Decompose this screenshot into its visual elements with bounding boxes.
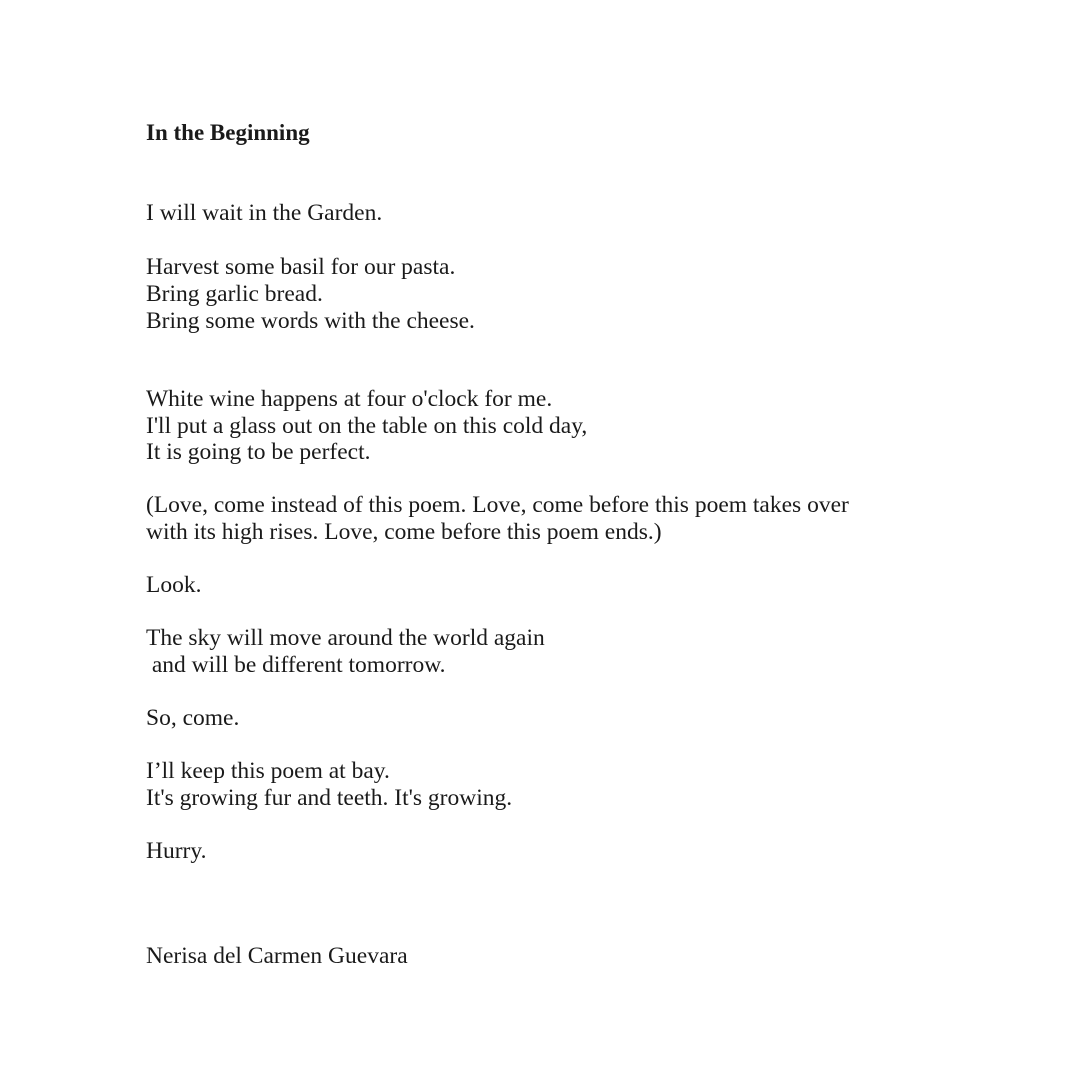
poem-line: Bring garlic bread. (146, 281, 323, 307)
poem-author: Nerisa del Carmen Guevara (146, 943, 408, 969)
poem-line: White wine happens at four o'clock for me. (146, 386, 553, 412)
poem-line: Look. (146, 572, 202, 598)
poem-line: (Love, come instead of this poem. Love, come before this poem takes over (146, 492, 849, 518)
poem-line: Hurry. (146, 838, 207, 864)
poem-line: I'll put a glass out on the table on this cold day, (146, 413, 588, 439)
poem-line: It's growing fur and teeth. It's growing. (146, 785, 513, 811)
poem-line: Bring some words with the cheese. (146, 308, 475, 334)
poem-line: It is going to be perfect. (146, 439, 371, 465)
poem-line: and will be different tomorrow. (146, 652, 446, 678)
poem-line: I’ll keep this poem at bay. (146, 758, 390, 784)
poem-line: Harvest some basil for our pasta. (146, 254, 456, 280)
poem-title: In the Beginning (146, 120, 310, 145)
poem-line: with its high rises. Love, come before this poem ends.) (146, 519, 662, 545)
poem-line: So, come. (146, 705, 240, 731)
poem-line: I will wait in the Garden. (146, 200, 383, 226)
poem-line: The sky will move around the world again (146, 625, 545, 651)
